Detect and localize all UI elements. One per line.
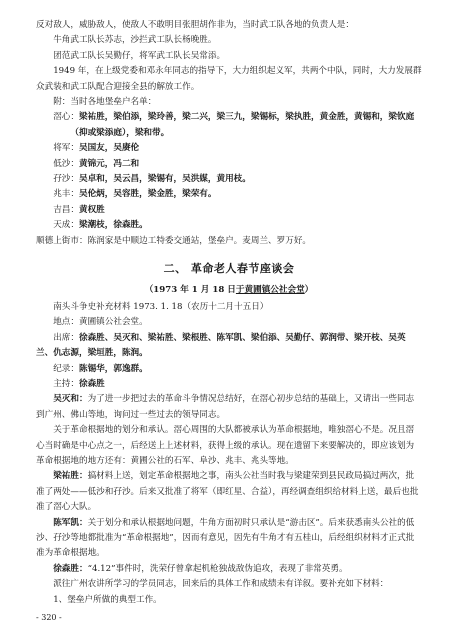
meta-source: 南头斗争史补充材料 1973. 1. 18（农历十二月十五日） <box>53 301 269 312</box>
list-item <box>36 218 422 233</box>
body-paragraph: 1、堡垒户所做的典型工作。 <box>53 594 162 605</box>
list-label: 滘心： <box>53 112 79 123</box>
meta-location: 地点：黄圃镇公社会堂。 <box>53 317 148 328</box>
attendees <box>36 331 422 362</box>
body-paragraph: 梁祐胜：搞材料上送，划定革命根据地之事，南头公社当时我与梁建荣到县民政局搞过两次，批准了两处——低沙和孖沙。后来又批准了将军（即红星、合益），再经调查组织给材料上送，最后也批准了滘心大队。 <box>36 471 419 513</box>
line-tuanfan-team: 团范武工队长吴勤仔，将军武工队长吴常添。 <box>53 50 226 61</box>
line-niujiao-team: 牛角武工队长苏志，沙拦武工队长杨晚胜。 <box>53 35 217 46</box>
list-label: 天成： <box>53 220 79 231</box>
list-names: 梁祐胜，梁伯添，梁玲善，梁二兴，梁三九，梁锡标，梁执胜，黄金胜，黄锡和，梁钦庭（抑或梁添庭），梁和带。 <box>70 112 415 138</box>
host-name: 徐森胜 <box>78 378 105 389</box>
host <box>36 377 422 392</box>
list-item <box>36 187 422 202</box>
body-paragraph: 派往广州农讲所学习的学员同志，回来后的具体工作和成绩未有详叙。要补充如下材料： <box>53 579 389 590</box>
list-names: 吴国友，吴赓伦 <box>78 143 140 154</box>
section-subheading: （1973 年 1 月 18 日于黄圃镇公社会堂） <box>144 284 314 295</box>
page-number: - 320 - <box>36 612 62 622</box>
list-names: 吴卓和，吴云昌，梁锡有，吴洪媒，黄用枝。 <box>78 174 251 185</box>
discussion-body <box>36 392 422 608</box>
body-paragraph: 徐森胜：“4.12”事件时，洗荣仔曾拿起机枪独战敌伪追攻，表现了非常英勇。 <box>53 563 348 574</box>
paragraph-1949: 1949 年，在上级党委和邓永年同志的指导下，大力组织起义军，共两个中队，同时，大力发展群众武装和武工队配合迎接全县的解放工作。 <box>36 66 422 92</box>
body-paragraph: 关于革命根据地的划分和承认。滘心周围的大队都被承认为革命根据地，唯独滘心不是。况且滘心当时确是中心点之一，后经送上上述材料，获得上级的承认。现在遗留下来要解决的，即应该划为革命根据地的地方还有：黄圃公社的石军、阜沙、兆丰、兆头等地。 <box>36 425 415 466</box>
list-names: 黄锦元，冯二和 <box>78 158 140 169</box>
list-item <box>36 157 422 172</box>
recorders-label: 纪录： <box>53 363 79 374</box>
list-item <box>36 203 422 218</box>
host-label: 主持： <box>53 378 79 389</box>
list-label: 吉昌： <box>53 204 79 215</box>
list-label: 兆丰： <box>53 189 79 200</box>
list-item <box>36 141 422 156</box>
stronghold-list <box>36 110 422 233</box>
list-item <box>36 110 422 141</box>
list-names: 梁潮枝，徐森胜。 <box>78 220 148 231</box>
recorders <box>36 362 422 377</box>
list-label: 将军： <box>53 143 79 154</box>
recorders-names: 陈锡华，郭逸群。 <box>78 363 148 374</box>
appendix-title: 附：当时各地堡垒户名单： <box>53 97 157 108</box>
shunde-line: 顺德上街市：陈润家是中顺边工特委交通站，堡垒户。麦周兰、罗万好。 <box>36 235 312 246</box>
list-item <box>36 172 422 187</box>
list-names: 黄权胜 <box>78 204 105 215</box>
list-names: 吴伦炳，吴容胜，梁金胜，梁荣有。 <box>78 189 217 200</box>
attendees-names: 徐森胜、吴灭和、梁祐胜、梁根胜、陈军凯、梁伯添、吴勤仔、郭润带、梁开枝、吴英兰、仇志源，梁垣胜，陈润。 <box>36 332 406 359</box>
attendees-label: 出席： <box>53 332 79 343</box>
section-heading: 二、 革命老人春节座谈会 <box>163 262 295 276</box>
list-label: 孖沙： <box>53 174 79 185</box>
list-label: 低沙： <box>53 158 79 169</box>
paragraph-intro: 反对敌人，威胁敌人，使敌人不敢明目张胆胡作非为，当时武工队各地的负责人是： <box>36 20 354 30</box>
body-paragraph: 吴灭和：为了进一步把过去的革命斗争情况总结好，在滘心初步总结的基础上，又请出一些同志到广州、佛山等地，询问过一些过去的领导同志。 <box>36 394 415 420</box>
body-paragraph: 陈军凯：关于划分和承认根据地问题，牛角方面初时只承认是“游击区”。后来获悉南头公社的低沙、孖沙等地都批准为“革命根据地”，因而有意见，因先有牛角才有五桂山，后经组织材料才正式批准为革命根据地。 <box>36 517 415 559</box>
